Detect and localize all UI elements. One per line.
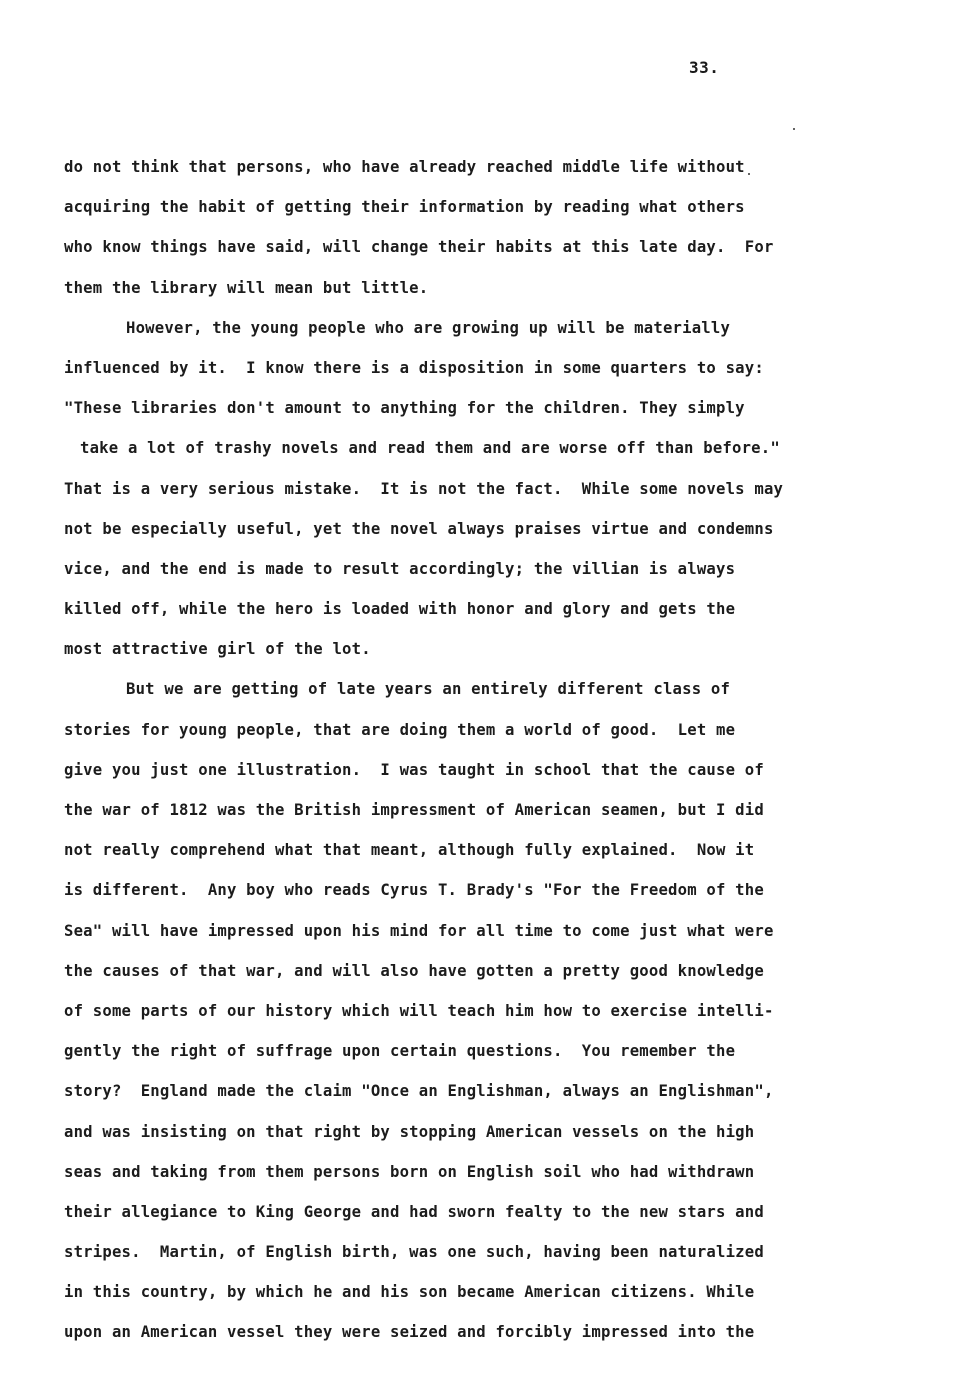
text-line: killed off, while the hero is loaded with honor and glory and gets the xyxy=(64,600,736,619)
paragraph-start-line: But we are getting of late years an entirely different class of xyxy=(126,680,731,699)
text-line: That is a very serious mistake. It is not the fact. While some novels may xyxy=(64,479,784,498)
text-line: not be especially useful, yet the novel always praises virtue and condemns xyxy=(64,519,774,538)
paper-speck xyxy=(748,173,750,175)
text-line: give you just one illustration. I was taught in school that the cause of xyxy=(64,760,764,779)
page-number: 33. xyxy=(689,58,720,77)
text-line: the war of 1812 was the British impressment of American seamen, but I did xyxy=(64,801,764,819)
text-line: stories for young people, that are doing them a world of good. Let me xyxy=(64,720,736,739)
text-line: story? England made the claim "Once an Englishman, always an Englishman", xyxy=(64,1082,774,1101)
text-line: them the library will mean but little. xyxy=(64,278,429,297)
body-text xyxy=(64,150,964,1356)
text-line: "These libraries don't amount to anything for the children. They simply xyxy=(64,399,745,418)
text-line: their allegiance to King George and had sworn fealty to the new stars and xyxy=(64,1202,764,1221)
text-line: not really comprehend what that meant, although fully explained. Now it xyxy=(64,841,755,860)
paragraph-start-line: However, the young people who are growing up will be materially xyxy=(126,318,731,337)
text-line: do not think that persons, who have already reached middle life without xyxy=(64,158,745,176)
text-line: stripes. Martin, of English birth, was one such, having been naturalized xyxy=(64,1243,764,1262)
text-line: most attractive girl of the lot. xyxy=(64,640,371,659)
text-line: acquiring the habit of getting their information by reading what others xyxy=(64,198,745,217)
text-line: take a lot of trashy novels and read them and are worse off than before." xyxy=(80,439,780,458)
text-line: influenced by it. I know there is a disposition in some quarters to say: xyxy=(64,358,764,377)
text-line: gently the right of suffrage upon certain questions. You remember the xyxy=(64,1042,736,1061)
text-line: in this country, by which he and his son became American citizens. While xyxy=(64,1283,755,1302)
paper-speck xyxy=(793,128,795,130)
text-line: and was insisting on that right by stopping American vessels on the high xyxy=(64,1122,755,1141)
text-line: is different. Any boy who reads Cyrus T. Brady's "For the Freedom of the xyxy=(64,881,764,900)
text-line: the causes of that war, and will also have gotten a pretty good knowledge xyxy=(64,961,764,980)
text-line: of some parts of our history which will teach him how to exercise intelli- xyxy=(64,1001,774,1020)
text-line: Sea" will have impressed upon his mind for all time to come just what were xyxy=(64,921,774,940)
text-line: vice, and the end is made to result accordingly; the villian is always xyxy=(64,559,736,578)
text-line: seas and taking from them persons born on English soil who had withdrawn xyxy=(64,1162,755,1181)
text-line: who know things have said, will change their habits at this late day. For xyxy=(64,238,774,257)
text-line: upon an American vessel they were seized and forcibly impressed into the xyxy=(64,1323,755,1342)
